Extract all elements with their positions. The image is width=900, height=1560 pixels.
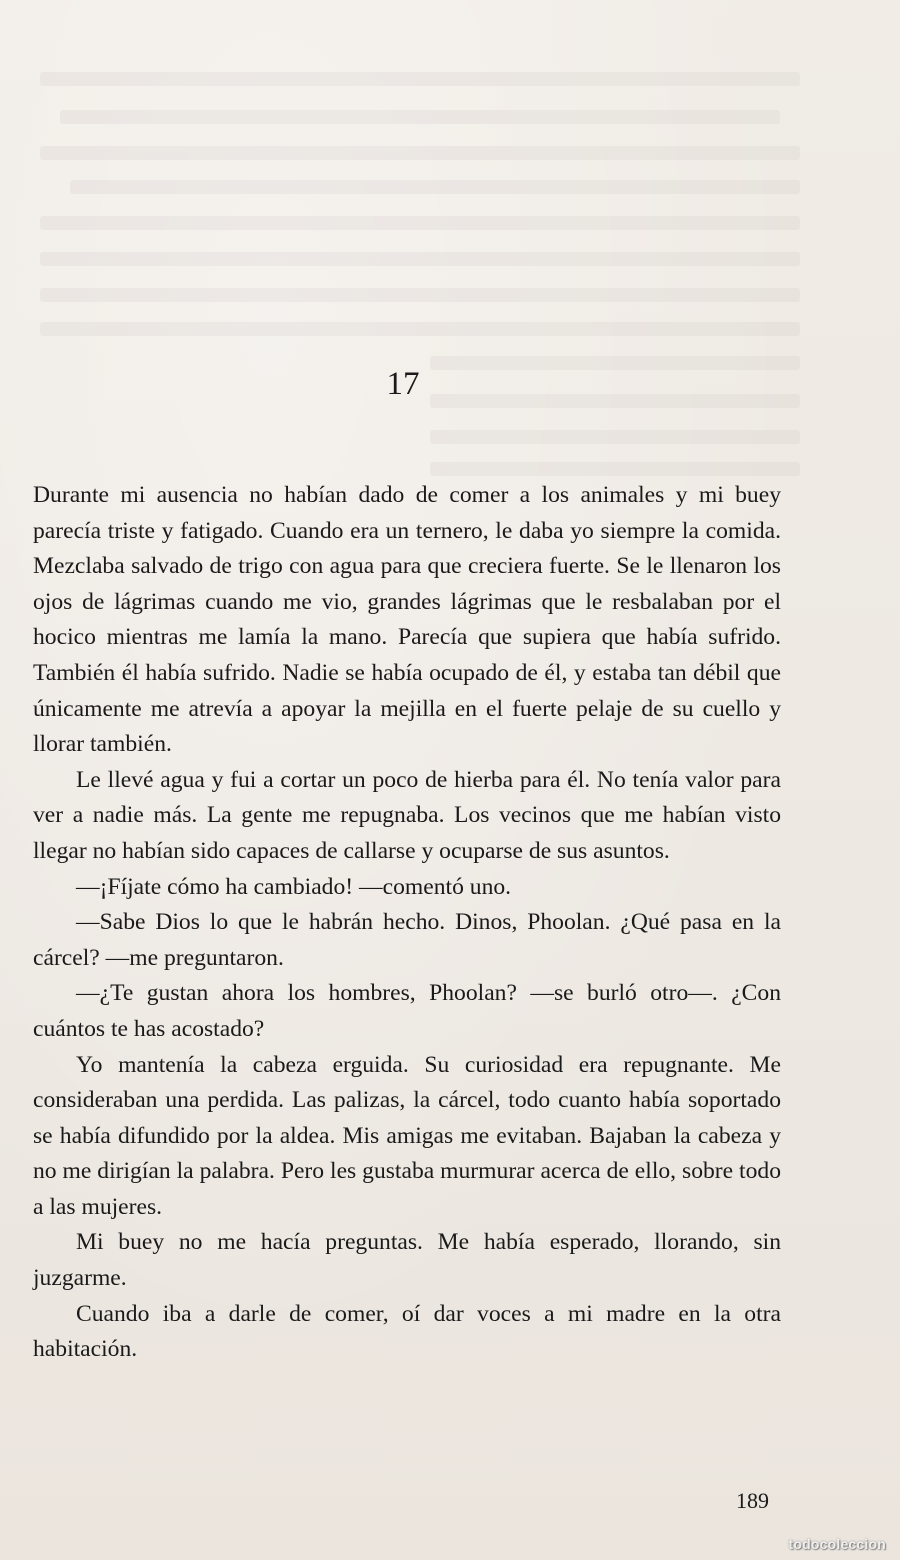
paragraph: Durante mi ausencia no habían dado de comer a los animales y mi buey parecía triste y fatigado. Cuando era un ternero, le daba yo siempre la comida. Mezclaba salvado de trigo con agua para que creciera fuerte. Se le llenaron los ojos de lágrimas cuando me vio, grandes lágrimas que le resbalaban por el hocico mientras me lamía la mano. Parecía que supiera que había sufrido. También él había sufrido. Nadie se había ocupado de él, y estaba tan débil que únicamente me atrevía a apoyar la mejilla en el fuerte pelaje de su cuello y llorar también. xyxy=(33,482,781,758)
paragraph: —¿Te gustan ahora los hombres, Phoolan? —se burló otro—. ¿Con cuántos te has acostado? xyxy=(33,980,781,1042)
bleed-through-line xyxy=(40,288,800,302)
bleed-through-line xyxy=(430,462,800,476)
watermark: todocoleccion xyxy=(788,1536,886,1552)
paragraph: —¡Fíjate cómo ha cambiado! —comentó uno. xyxy=(76,873,512,900)
bleed-through-line xyxy=(40,72,800,86)
bleed-through-line xyxy=(40,322,800,336)
paragraph: Le llevé agua y fui a cortar un poco de hierba para él. No tenía valor para ver a nadie más. La gente me repugnaba. Los vecinos que me habían visto llegar no habían sido capaces de callarse y ocuparse de sus asuntos. xyxy=(33,766,781,864)
bleed-through-line xyxy=(40,252,800,266)
bleed-through-line xyxy=(40,216,800,230)
chapter-number: 17 xyxy=(386,366,420,402)
bleed-through-line xyxy=(40,146,800,160)
paragraph: Cuando iba a darle de comer, oí dar voces a mi madre en la otra habitación. xyxy=(33,1300,781,1363)
paragraph: Yo mantenía la cabeza erguida. Su curiosidad era repugnante. Me consideraban una perdida. Las palizas, la cárcel, todo cuanto había soportado se había difundido por la aldea. Mis amigas me evitaban. Bajaban la cabeza y no me dirigían la palabra. Pero les gustaba murmurar acerca de ello, sobre todo a las mujeres. xyxy=(33,1051,781,1220)
bleed-through-line xyxy=(60,110,780,124)
chapter-body xyxy=(33,478,781,1368)
bleed-through-line xyxy=(430,430,800,444)
paragraph: Mi buey no me hacía preguntas. Me había esperado, llorando, sin juzgarme. xyxy=(33,1229,781,1292)
bleed-through-line xyxy=(70,180,800,194)
paragraph: —Sabe Dios lo que le habrán hecho. Dinos, Phoolan. ¿Qué pasa en la cárcel? —me preguntaron. xyxy=(33,909,781,971)
page-number: 189 xyxy=(736,1488,769,1513)
